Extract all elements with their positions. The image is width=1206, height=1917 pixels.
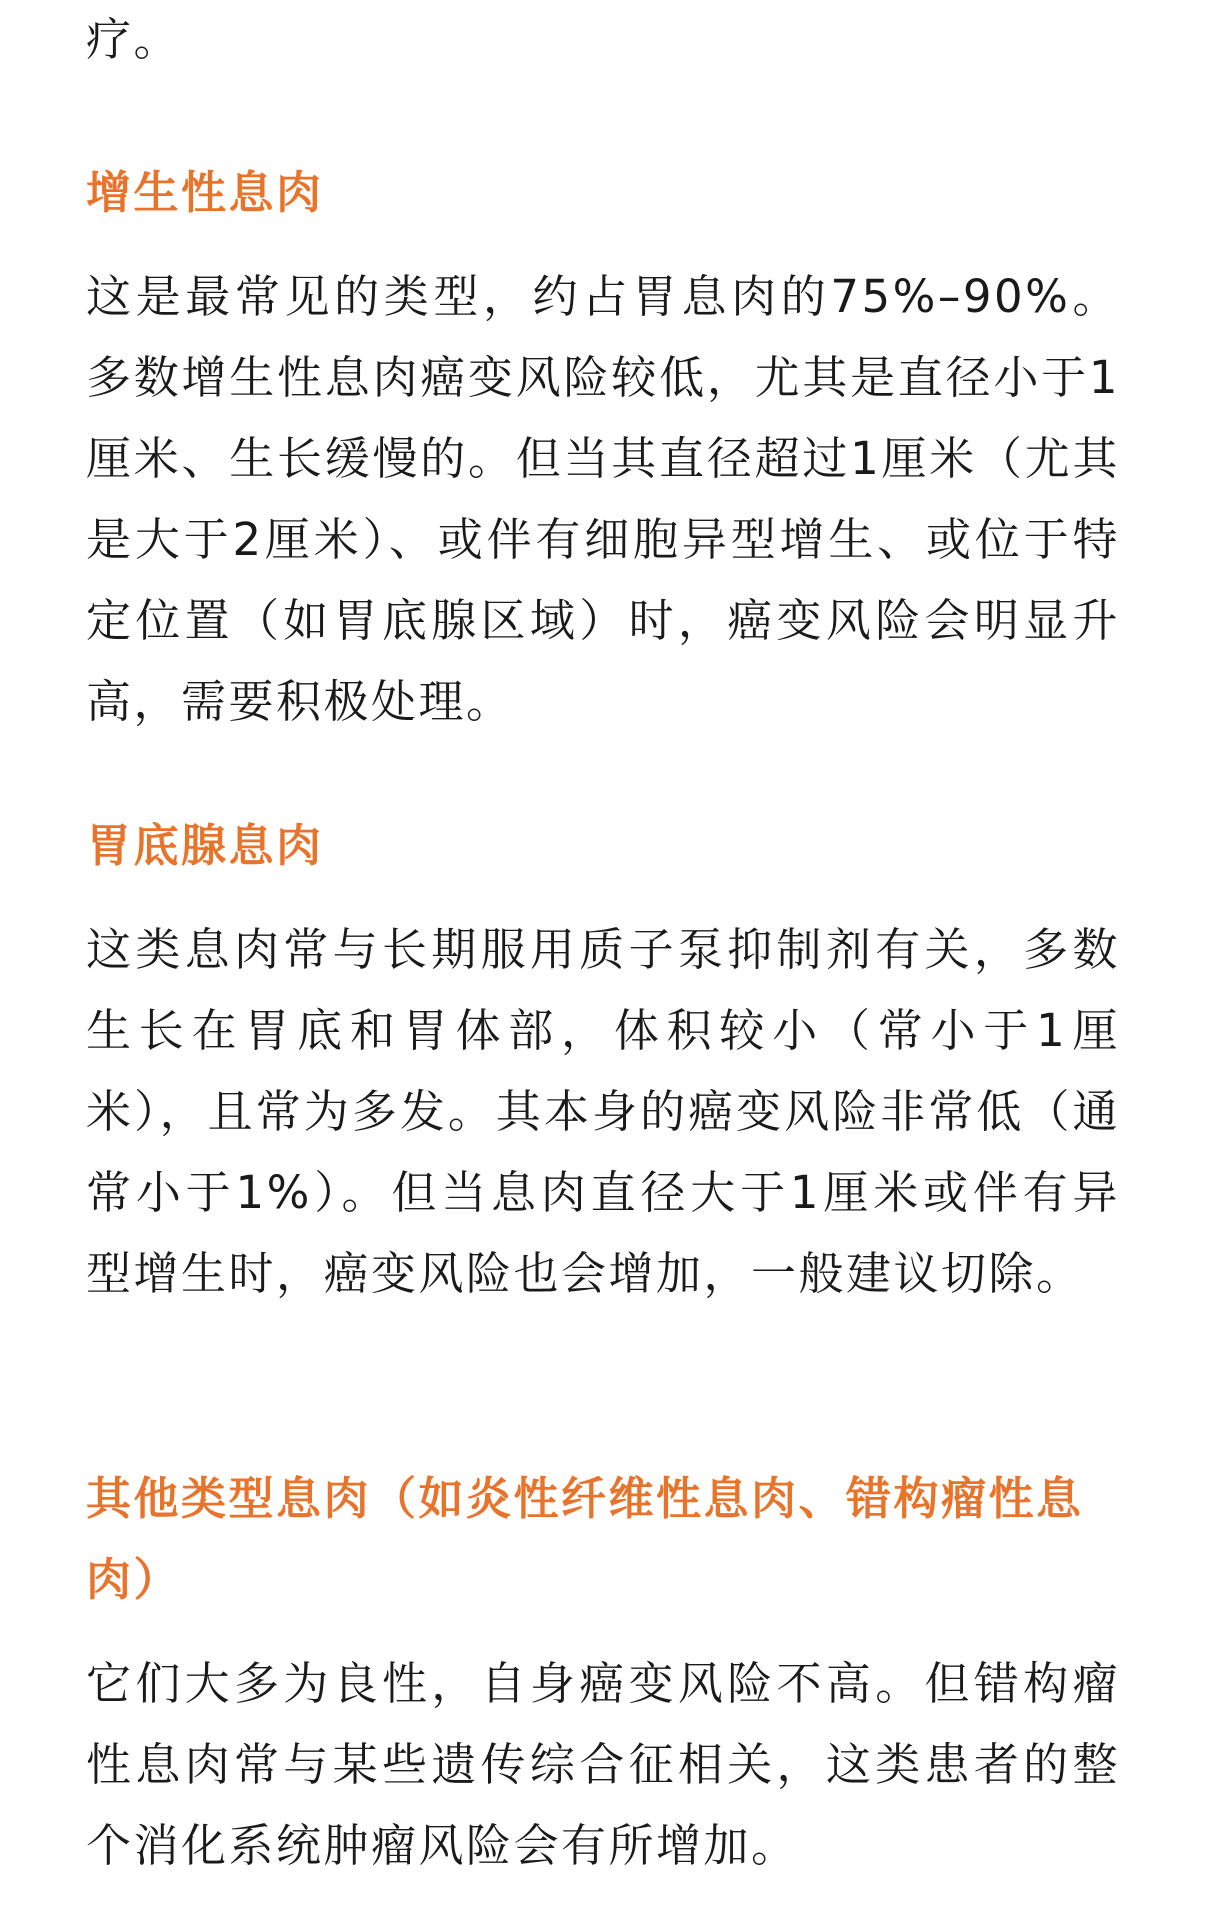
section-paragraph-other-polyps: 它们大多为良性，自身癌变风险不高。但错构瘤性息肉常与某些遗传综合征相关，这类患者的整个消化系统肿瘤风险会有所增加。 (86, 1657, 1120, 1872)
paragraph-continuation: 疗。 (86, 13, 182, 66)
section-heading-other-polyps: 其他类型息肉（如炎性纤维性息肉、错构瘤性息肉） (86, 1472, 1084, 1606)
section-paragraph-hyperplastic-polyp: 这是最常见的类型，约占胃息肉的75%–90%。多数增生性息肉癌变风险较低，尤其是直径小于1厘米、生长缓慢的。但当其直径超过1厘米（尤其是大于2厘米）、或伴有细胞异型增生、或位于特定位置（如胃底腺区域）时，癌变风险会明显升高，需要积极处理。 (86, 270, 1120, 728)
section-heading-fundic-gland-polyp: 胃底腺息肉 (86, 819, 324, 872)
section-paragraph-fundic-gland-polyp: 这类息肉常与长期服用质子泵抑制剂有关，多数生长在胃底和胃体部，体积较小（常小于1厘米），且常为多发。其本身的癌变风险非常低（通常小于1%）。但当息肉直径大于1厘米或伴有异型增生时，癌变风险也会增加，一般建议切除。 (86, 923, 1120, 1300)
section-heading-hyperplastic-polyp: 增生性息肉 (86, 166, 324, 219)
